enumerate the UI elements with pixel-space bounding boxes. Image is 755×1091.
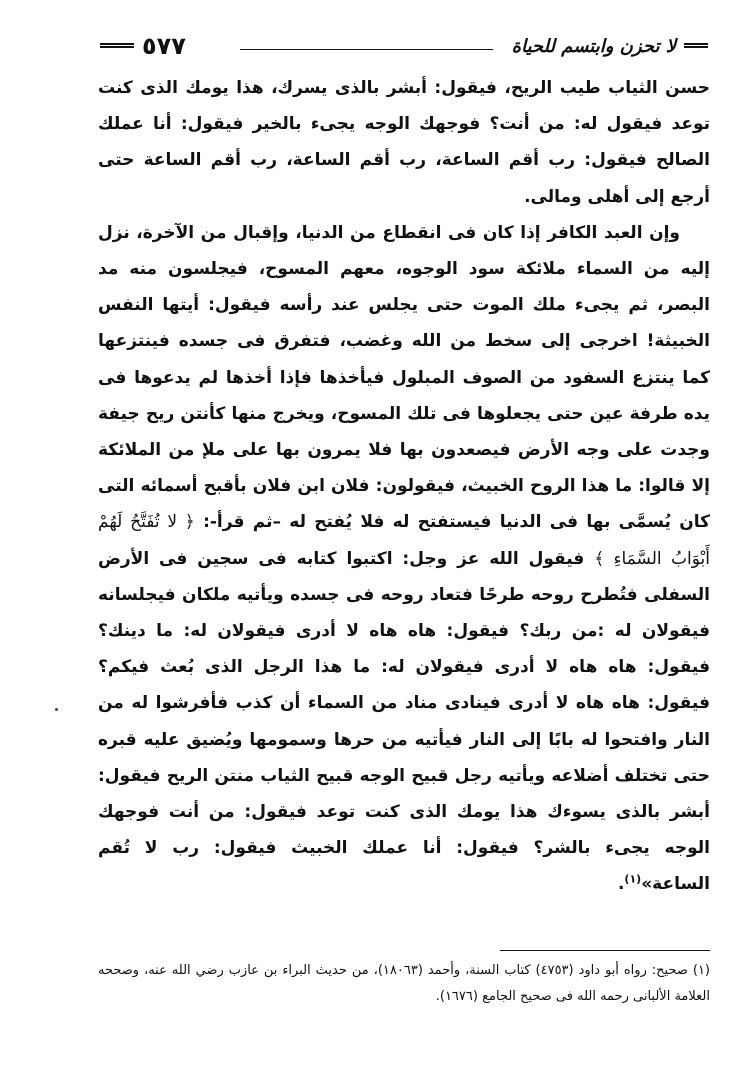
header-rule (240, 49, 493, 50)
header-left-double-rule (100, 43, 134, 48)
footnotes (98, 958, 710, 1010)
page-header (100, 30, 708, 64)
footnote-marker: (١) (624, 872, 642, 886)
paragraph-1: حسن الثياب طيب الريح، فيقول: أبشر بالذى يسرك، هذا يومك الذى كنت توعد فيقول له: من أنت؟ فوجهك الوجه يجىء بالخير فيقول: أنا عملك الصالح فيقول: رب أقم الساعة، رب أقم الساعة، رب أقم الساعة حتى أرجع إلى أهلى ومالى. (98, 78, 710, 207)
paragraph-2-part-a: وإن العبد الكافر إذا كان فى انقطاع من الدنيا، وإقبال من الآخرة، نزل إليه من السماء ملائكة سود الوجوه، معهم المسوح، فيجلسون منه مد البصر، ثم يجىء ملك الموت حتى يجلس عند رأسه فيقول: أيتها النفس الخبيثة! اخرجى إلى سخط من الله وغضب، فتفرق فى جسده فينتزعها كما ينتزع السفود من الصوف المبلول فيأخذها فإذا أخذها لم يدعوها فى يده طرفة عين حتى يجعلوها فى تلك المسوح، ويخرج منها كأنتن ريح جيفة وجدت على وجه الأرض فيصعدون بها فلا يمرون بها على ملإ من الملائكة إلا قالوا: ما هذا الروح الخبيث، فيقولون: فلان ابن فلان بأقبح أسمائه التى كان يُسمَّى بها فى الدنيا فيستفتح له فلا يُفتح له –ثم قرأ-: (98, 222, 710, 533)
scan-speck (55, 708, 58, 711)
quran-verse: ﴿ لا تُفَتَّحُ لَهُمْ أَبْوَابُ السَّمَاءِ ﴾ (98, 512, 710, 569)
footnote-separator (500, 950, 710, 951)
paragraph-2 (98, 215, 710, 903)
main-text (98, 70, 710, 903)
header-right-double-rule (684, 43, 708, 48)
end-period: . (617, 874, 625, 895)
book-title: لا تحزن وابتسم للحياة (511, 36, 676, 57)
footnote-1: (١) صحيح: رواه أبو داود (٤٧٥٣) كتاب السنة، وأحمد (١٨٠٦٣)، من حديث البراء بن عازب رضي الله عنه، وصححه العلامة الألبانى رحمه الله فى صحيح الجامع (١٦٧٦). (98, 963, 710, 1004)
page-number: ٥٧٧ (142, 32, 186, 60)
paragraph-2-part-b: فيقول الله عز وجل: اكتبوا كتابه فى سجين فى الأرض السفلى فتُطرح روحه طرحًا فتعاد روحه فى جسده ويأتيه ملكان فيجلسانه فيقولان له :من ربك؟ فيقول: هاه هاه لا أدرى فيقولان له: ما دينك؟ فيقول: هاه هاه لا أدرى فيقولان له: ما هذا الرجل الذى بُعث فيكم؟ فيقول: هاه هاه لا أدرى فينادى مناد من السماء أن كذب فأفرشوا له من النار وافتحوا له بابًا إلى النار فيأتيه من حرها وسمومها ويُضيق عليه قبره حتى تختلف أضلاعه ويأتيه رجل قبيح الوجه قبيح الثياب منتن الريح فيقول: أبشر بالذى يسوءك هذا يومك الذى كنت توعد فيقول: من أنت فوجهك الوجه يجىء بالشر؟ فيقول: أنا عملك الخبيث فيقول: رب لا تُقم الساعة» (98, 548, 710, 895)
